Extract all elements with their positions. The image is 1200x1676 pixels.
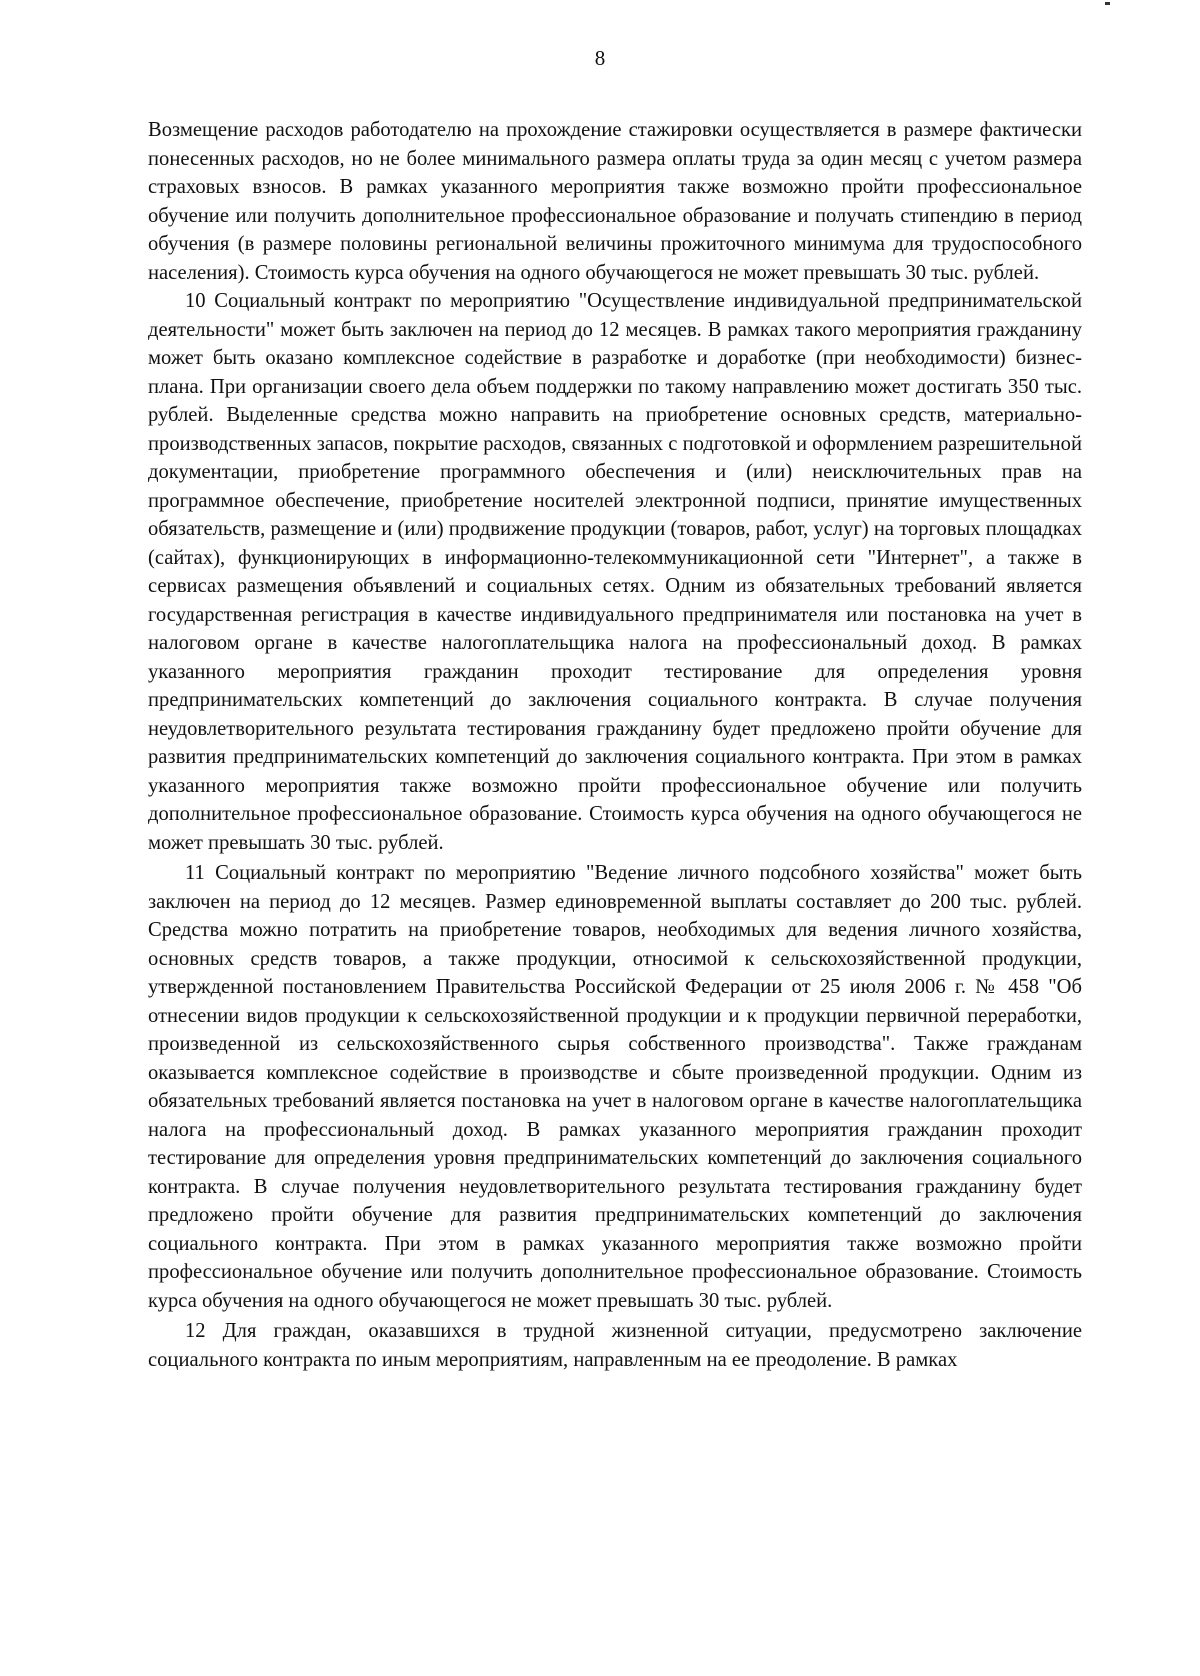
paragraph-internship-compensation: Возмещение расходов работодателю на прохождение стажировки осуществляется в размере фактически понесенных расходов, но не более минимального размера оплаты труда за один месяц с учетом размера страховых взносов. В рамках указанного мероприятия также возможно пройти профессиональное обучение или получить дополнительное профессиональное образование и получать стипендию в период обучения (в размере половины региональной величины прожиточного минимума для трудоспособного населения). Стоимость курса обучения на одного обучающегося не может превышать 30 тыс. рублей. — [148, 119, 1082, 284]
page-number: 8 — [594, 46, 606, 70]
paragraph-11-household-farming: 11 Социальный контракт по мероприятию "Ведение личного подсобного хозяйства" может быть заключен на период до 12 месяцев. Размер единовременной выплаты составляет до 200 тыс. рублей. Средства можно потратить на приобретение товаров, необходимых для ведения личного хозяйства, основных средств товаров, а также продукции, относимой к сельскохозяйственной продукции, утвержденной постановлением Правительства Российской Федерации от 25 июля 2006 г. № 458 "Об отнесении видов продукции к сельскохозяйственной продукции и к продукции первичной переработки, произведенной из сельскохозяйственного сырья собственного производства". Также гражданам оказывается комплексное содействие в производстве и сбыте произведенной продукции. Одним из обязательных требований является постановка на учет в налоговом органе в качестве налогоплательщика налога на профессиональный доход. В рамках указанного мероприятия гражданин проходит тестирование для определения уровня предпринимательских компетенций до заключения социального контракта. В случае получения неудовлетворительного результата тестирования гражданину будет предложено пройти обучение для развития предпринимательских компетенций до заключения социального контракта. При этом в рамках указанного мероприятия также возможно пройти профессиональное обучение или получить дополнительное профессиональное образование. Стоимость курса обучения на одного обучающегося не может превышать 30 тыс. рублей. — [148, 862, 1082, 1312]
paragraph-12-other-measures: 12 Для граждан, оказавшихся в трудной жизненной ситуации, предусмотрено заключение социального контракта по иным мероприятиям, направленным на ее преодоление. В рамках — [148, 1320, 1082, 1371]
document-body — [148, 116, 1082, 1374]
paragraph-10-entrepreneurship: 10 Социальный контракт по мероприятию "Осуществление индивидуальной предпринимательской деятельности" может быть заключен на период до 12 месяцев. В рамках такого мероприятия гражданину может быть оказано комплексное содействие в разработке и доработке (при необходимости) бизнес-плана. При организации своего дела объем поддержки по такому направлению может достигать 350 тыс. рублей. Выделенные средства можно направить на приобретение основных средств, материально-производственных запасов, покрытие расходов, связанных с подготовкой и оформлением разрешительной документации, приобретение программного обеспечения и (или) неисключительных прав на программное обеспечение, приобретение носителей электронной подписи, принятие имущественных обязательств, размещение и (или) продвижение продукции (товаров, работ, услуг) на торговых площадках (сайтах), функционирующих в информационно-телекоммуникационной сети "Интернет", а также в сервисах размещения объявлений и социальных сетях. Одним из обязательных требований является государственная регистрация в качестве индивидуального предпринимателя или постановка на учет в налоговом органе в качестве налогоплательщика налога на профессиональный доход. В рамках указанного мероприятия гражданин проходит тестирование для определения уровня предпринимательских компетенций до заключения социального контракта. В случае получения неудовлетворительного результата тестирования гражданину будет предложено пройти обучение для развития предпринимательских компетенций до заключения социального контракта. При этом в рамках указанного мероприятия также возможно пройти профессиональное обучение или получить дополнительное профессиональное образование. Стоимость курса обучения на одного обучающегося не может превышать 30 тыс. рублей. — [148, 290, 1082, 854]
scan-speck — [1105, 2, 1110, 5]
